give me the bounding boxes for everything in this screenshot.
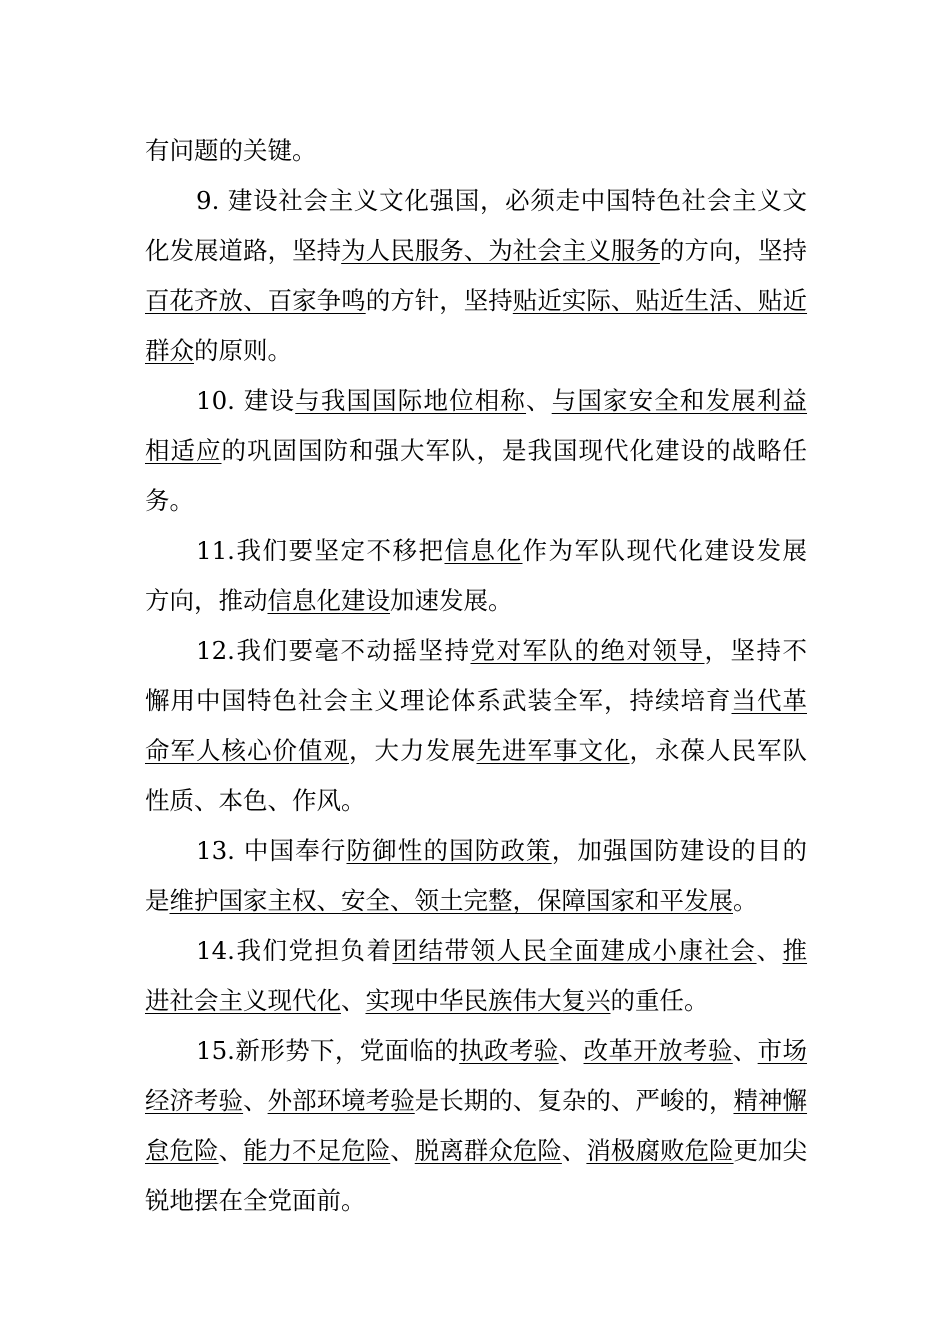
text-run: 的方针，坚持 bbox=[365, 286, 513, 315]
text-run: 、 bbox=[558, 1036, 584, 1065]
underlined-answer: 能力不足危险 bbox=[243, 1136, 391, 1165]
underlined-answer: 当代革 bbox=[731, 686, 807, 715]
text-run: 方向，推动 bbox=[145, 586, 268, 615]
underlined-answer: 精神懈 bbox=[733, 1086, 808, 1115]
text-run: 11.我们要坚定不移把 bbox=[196, 536, 445, 565]
text-run: 更加尖 bbox=[733, 1136, 808, 1165]
text-run: 。 bbox=[733, 886, 758, 915]
text-run: 的重任。 bbox=[610, 986, 709, 1015]
paragraph-1-line-0 bbox=[196, 185, 807, 217]
text-run: 加速发展。 bbox=[390, 586, 513, 615]
text-run: ，大力发展 bbox=[349, 736, 477, 765]
paragraph-2-line-2 bbox=[145, 485, 807, 517]
text-run: 、 bbox=[218, 1136, 244, 1165]
text-run: 的原则。 bbox=[194, 336, 292, 365]
underlined-answer: 进社会主义现代化 bbox=[145, 986, 341, 1015]
text-run: ，永葆人民军队 bbox=[629, 736, 807, 765]
paragraph-6-line-1 bbox=[145, 985, 807, 1017]
text-run: 、 bbox=[390, 1136, 415, 1165]
paragraph-6-line-0 bbox=[196, 935, 807, 967]
text-run: 13. 中国奉行 bbox=[196, 836, 347, 865]
underlined-answer: 为人民服务、为社会主义服务 bbox=[341, 236, 660, 265]
text-run: 、 bbox=[341, 986, 366, 1015]
paragraph-4-line-1 bbox=[145, 685, 807, 717]
underlined-answer: 信息化建设 bbox=[267, 586, 390, 615]
text-run: 15.新形势下，党面临的 bbox=[196, 1036, 460, 1065]
text-run: 是 bbox=[145, 886, 170, 915]
underlined-answer: 脱离群众危险 bbox=[414, 1136, 562, 1165]
text-run: 懈用中国特色社会主义理论体系武装全军，持续培育 bbox=[145, 686, 732, 715]
underlined-answer: 与国家安全和发展利益 bbox=[551, 386, 808, 415]
underlined-answer: 推 bbox=[782, 936, 808, 965]
paragraph-0-line-0 bbox=[145, 135, 807, 167]
text-run: 、 bbox=[561, 1136, 587, 1165]
underlined-answer: 经济考验 bbox=[145, 1086, 244, 1115]
paragraph-1-line-3 bbox=[145, 335, 807, 367]
text-run: 14.我们党担负着 bbox=[196, 936, 393, 965]
paragraph-5-line-1 bbox=[145, 885, 807, 917]
text-run: 的巩固国防和强大军队，是我国现代化建设的战略任 bbox=[221, 436, 807, 465]
underlined-answer: 团结带领人民全面建成小康社会 bbox=[392, 936, 757, 965]
paragraph-3-line-1 bbox=[145, 585, 807, 617]
underlined-answer: 贴近实际、贴近生活、贴近 bbox=[512, 286, 808, 315]
underlined-answer: 与我国国际地位相称 bbox=[295, 386, 527, 415]
paragraph-2-line-1 bbox=[145, 435, 807, 467]
text-run: 有问题的关键。 bbox=[145, 136, 317, 165]
paragraph-7-line-3 bbox=[145, 1185, 807, 1217]
underlined-answer: 实现中华民族伟大复兴 bbox=[365, 986, 611, 1015]
text-run: 的方向，坚持 bbox=[659, 236, 808, 265]
paragraph-3-line-0 bbox=[196, 535, 807, 567]
underlined-answer: 党对军队的绝对领导 bbox=[470, 636, 705, 665]
underlined-answer: 命军人核心价值观 bbox=[145, 736, 349, 765]
text-run: 、 bbox=[526, 386, 552, 415]
paragraph-5-line-0 bbox=[196, 835, 807, 867]
underlined-answer: 怠危险 bbox=[145, 1136, 219, 1165]
underlined-answer: 维护国家主权、安全、领土完整，保障国家和平发展 bbox=[169, 886, 733, 915]
paragraph-4-line-3 bbox=[145, 785, 807, 817]
paragraph-1-line-1 bbox=[145, 235, 807, 267]
text-run: 是长期的、复杂的、严峻的， bbox=[414, 1086, 734, 1115]
text-run: 性质、本色、作风。 bbox=[145, 786, 366, 815]
text-run: 务。 bbox=[145, 486, 194, 515]
underlined-answer: 市场 bbox=[757, 1036, 808, 1065]
underlined-answer: 消极腐败危险 bbox=[586, 1136, 734, 1165]
paragraph-7-line-1 bbox=[145, 1085, 807, 1117]
paragraph-7-line-0 bbox=[196, 1035, 807, 1067]
text-run: 锐地摆在全党面前。 bbox=[145, 1186, 366, 1215]
paragraph-1-line-2 bbox=[145, 285, 807, 317]
underlined-answer: 相适应 bbox=[145, 436, 222, 465]
text-run: 10. 建设 bbox=[196, 386, 296, 415]
paragraph-4-line-0 bbox=[196, 635, 807, 667]
underlined-answer: 信息化 bbox=[444, 536, 523, 565]
text-run: 化发展道路，坚持 bbox=[145, 236, 342, 265]
paragraph-7-line-2 bbox=[145, 1135, 807, 1167]
underlined-answer: 改革开放考验 bbox=[583, 1036, 733, 1065]
underlined-answer: 群众 bbox=[145, 336, 194, 365]
text-run: 、 bbox=[756, 936, 783, 965]
text-run: 9. 建设社会主义文化强国，必须走中国特色社会主义文 bbox=[196, 186, 807, 215]
underlined-answer: 防御性的国防政策 bbox=[346, 836, 552, 865]
text-run: ，加强国防建设的目的 bbox=[551, 836, 808, 865]
paragraph-4-line-2 bbox=[145, 735, 807, 767]
underlined-answer: 外部环境考验 bbox=[267, 1086, 415, 1115]
underlined-answer: 先进军事文化 bbox=[476, 736, 630, 765]
text-run: 12.我们要毫不动摇坚持 bbox=[196, 636, 471, 665]
text-run: 作为军队现代化建设发展 bbox=[522, 536, 808, 565]
text-run: 、 bbox=[732, 1036, 758, 1065]
text-run: 、 bbox=[243, 1086, 268, 1115]
paragraph-2-line-0 bbox=[196, 385, 807, 417]
underlined-answer: 百花齐放、百家争鸣 bbox=[145, 286, 366, 315]
text-run: ，坚持不 bbox=[704, 636, 808, 665]
underlined-answer: 执政考验 bbox=[459, 1036, 559, 1065]
